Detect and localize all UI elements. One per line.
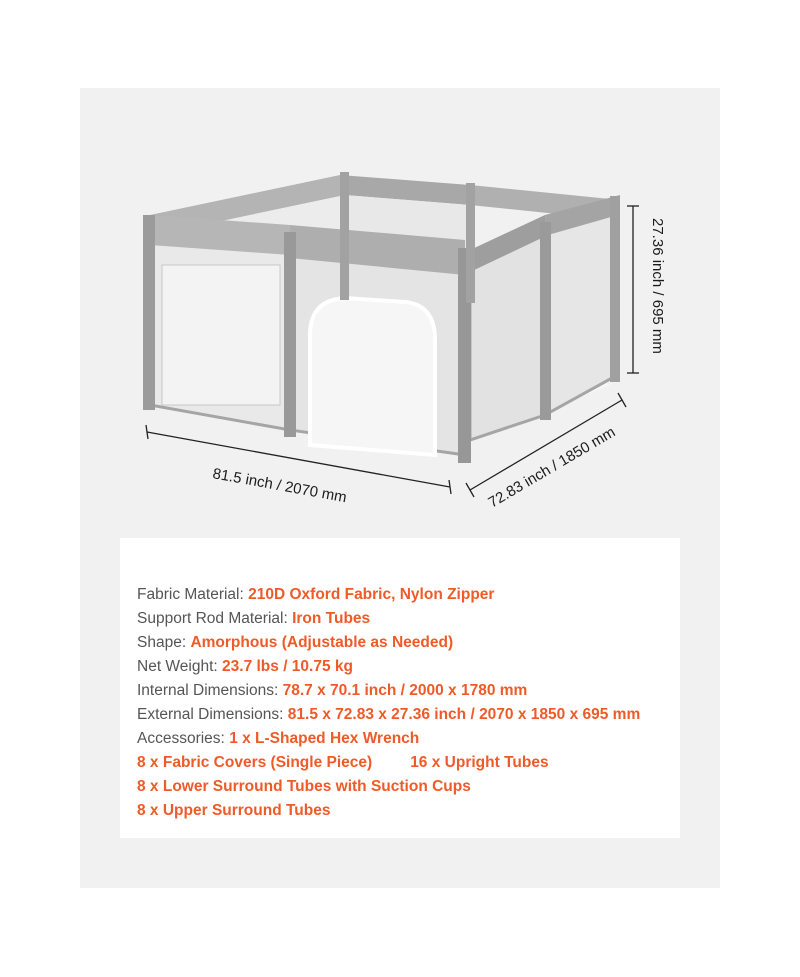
accessory-upright-tubes: 16 x Upright Tubes — [410, 754, 549, 771]
pole-5 — [610, 196, 620, 382]
height-dimension-label: 27.36 inch / 695 mm — [649, 218, 666, 354]
zipper-door — [310, 298, 435, 455]
accessory-row-lower-tubes — [137, 775, 697, 799]
accessory-row-fabric-covers — [137, 751, 697, 775]
pole-1 — [143, 215, 155, 410]
spec-row-internal-dimensions — [137, 679, 697, 703]
height-dimension-line — [627, 206, 639, 373]
spec-row-external-dimensions — [137, 703, 697, 727]
spec-label: Accessories: — [137, 730, 225, 747]
spec-row-accessories — [137, 727, 697, 751]
spec-row-shape — [137, 631, 697, 655]
spec-label: Shape: — [137, 634, 187, 651]
width-dimension-label: 81.5 inch / 2070 mm — [211, 465, 349, 507]
front-left-mesh — [162, 265, 280, 405]
pole-2 — [284, 232, 296, 437]
spec-value: 81.5 x 72.83 x 27.36 inch / 2070 x 1850 x 695 mm — [287, 706, 641, 723]
spec-label: Net Weight: — [137, 658, 218, 675]
pole-4 — [540, 222, 551, 420]
depth-dimension-label: 72.83 inch / 1850 mm — [485, 423, 619, 512]
spec-value: 78.7 x 70.1 inch / 2000 x 1780 mm — [282, 682, 528, 699]
spec-value: 1 x L-Shaped Hex Wrench — [229, 730, 420, 747]
spec-value: 210D Oxford Fabric, Nylon Zipper — [248, 586, 495, 603]
spec-list — [137, 583, 697, 823]
spec-label: Internal Dimensions: — [137, 682, 279, 699]
spec-value: Amorphous (Adjustable as Needed) — [190, 634, 454, 651]
spec-row-net-weight — [137, 655, 697, 679]
accessory-lower-surround-tubes: 8 x Lower Surround Tubes with Suction Cups — [137, 778, 471, 795]
accessory-fabric-covers: 8 x Fabric Covers (Single Piece) — [137, 754, 373, 771]
spec-row-support-rod — [137, 607, 697, 631]
pole-7 — [466, 183, 475, 303]
accessory-upper-surround-tubes: 8 x Upper Surround Tubes — [137, 802, 331, 819]
spec-value: 23.7 lbs / 10.75 kg — [222, 658, 353, 675]
spec-label: External Dimensions: — [137, 706, 284, 723]
spec-row-fabric — [137, 583, 697, 607]
pole-6 — [340, 172, 349, 300]
spec-label: Fabric Material: — [137, 586, 244, 603]
accessory-row-upper-tubes — [137, 799, 697, 823]
spec-value: Iron Tubes — [292, 610, 371, 627]
spec-label: Support Rod Material: — [137, 610, 288, 627]
